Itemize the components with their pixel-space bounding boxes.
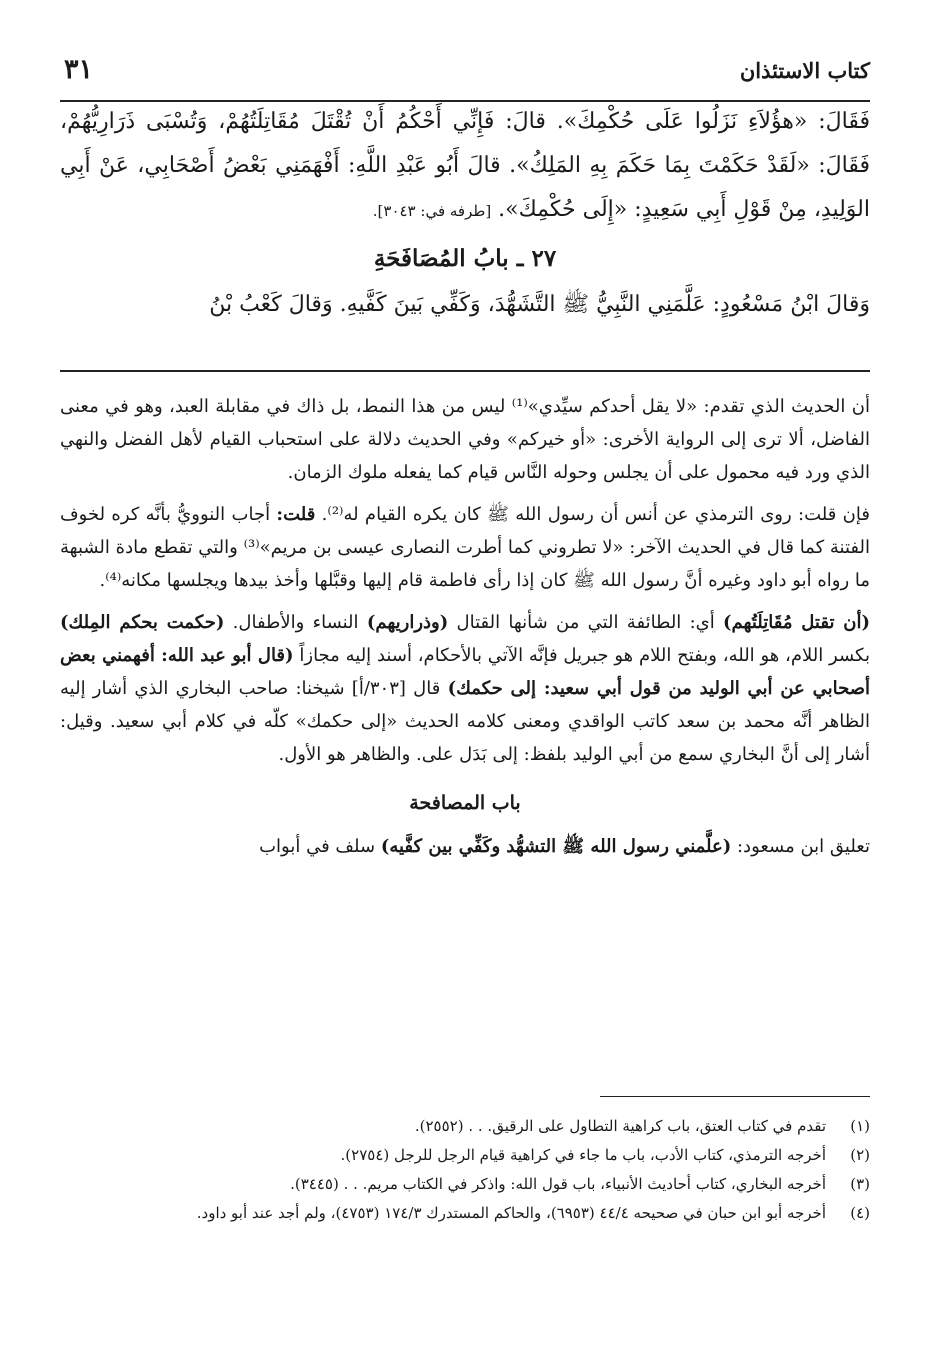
footnote-text: أخرجه الترمذي، كتاب الأدب، باب ما جاء في كراهية قيام الرجل للرجل (٢٧٥٤). bbox=[340, 1146, 826, 1164]
footnote-text: أخرجه أبو ابن حبان في صحيحه ٤٤/٤ (٦٩٥٣)، والحاكم المستدرك ١٧٤/٣ (٤٧٥٣)، ولم أجد عند أبو داود. bbox=[196, 1204, 826, 1222]
footnote bbox=[60, 1199, 870, 1228]
commentary-text: أي: الطائفة التي من شأنها القتال bbox=[456, 612, 715, 633]
footnote bbox=[60, 1112, 870, 1141]
footnote-number: (٤) bbox=[850, 1204, 870, 1222]
commentary-paragraph: أن الحديث الذي تقدم: «لا يقل أحدكم سيِّدي»⁽¹⁾ ليس من هذا النمط، بل ذاك في مقابلة العبد، وهو في معنى الفاضل، ألا ترى إلى الرواية الأخرى: «أو خيركم» وفي الحديث دلالة على استحباب القيام لأهل الفضل والنهي الذي ورد فيه محمول على أن يجلس وحوله النَّاس قيام كما يفعله ملوك الزمان. bbox=[60, 396, 870, 483]
quoted-phrase: (أن تقتل مُقَاتِلَتُهم) bbox=[723, 612, 870, 633]
footnote bbox=[60, 1141, 870, 1170]
commentary-divider bbox=[60, 370, 870, 372]
footnote-number: (٣) bbox=[850, 1175, 870, 1193]
quoted-phrase: (علَّمني رسول الله ﷺ التشهُّد وكَفِّي بين كفَّيه) bbox=[380, 836, 732, 857]
hadith-paragraph-text: فَقَالَ: «هؤُلاَءِ نَزَلُوا عَلَى حُكْمِكَ». قالَ: فَإِنِّي أَحْكُمُ أَنْ تُقْتَلَ مُقَاتِلَتُهُمْ، وَتُسْبَى ذَرَارِيُّهُمْ، فَقَالَ: «لَقَدْ حَكَمْتَ بِمَا حَكَمَ بِهِ المَلِكُ». قالَ أَبُو عَبْدِ اللَّهِ: أَفْهَمَنِي بَعْضُ أَصْحَابِي، عَنْ أَبِي الوَلِيدِ، مِنْ قَوْلِ أَبِي سَعِيدٍ: «إِلَى حُكْمِكَ». bbox=[60, 109, 870, 222]
quoted-phrase: (وذراريهم) bbox=[366, 612, 449, 633]
commentary-text: سلف في أبواب bbox=[259, 836, 376, 857]
commentary-text: قال [٣٠٣/أ] شيخنا: صاحب البخاري الذي أشار إليه الظاهر أنَّه محمد بن سعد كاتب الواقدي ومعنى كلامه الحديث «إلى حكمك» كلّه في كلام أبي سعيد. وقيل: أشار إلى أنَّ البخاري سمع من أبي الوليد بلفظ: إلى بَدَل على. والظاهر هو الأول. bbox=[60, 678, 870, 765]
page bbox=[60, 40, 870, 1340]
commentary-label: قلت: bbox=[276, 504, 316, 525]
chapter-heading: ٢٧ ـ بابُ المُصَافَحَةِ bbox=[373, 245, 557, 272]
footnote-number: (٢) bbox=[850, 1146, 870, 1164]
footnote bbox=[60, 1170, 870, 1199]
commentary-paragraph bbox=[60, 830, 870, 863]
running-title: كتاب الاستئذان bbox=[739, 58, 870, 83]
footnotes bbox=[60, 1112, 870, 1228]
commentary-text: النساء والأطفال. bbox=[232, 612, 359, 633]
commentary-heading: باب المصافحة bbox=[409, 792, 521, 814]
commentary-text: فإن قلت: روى الترمذي عن أنس أن رسول الله ﷺ كان يكره القيام له⁽²⁾. bbox=[321, 504, 870, 525]
hadith-paragraph-2: وَقالَ ابْنُ مَسْعُودٍ: عَلَّمَنِي النَّبِيُّ ﷺ التَّشَهُّدَ، وَكَفِّي بَينَ كَفَّيهِ. وَقالَ كَعْبُ بْنُ bbox=[209, 292, 870, 317]
page-header bbox=[60, 52, 870, 102]
commentary-text: تعليق ابن مسعود: bbox=[736, 836, 870, 857]
footnote-text: أخرجه البخاري، كتاب أحاديث الأنبياء، باب قول الله: واذكر في الكتاب مريم. . . (٣٤٤٥). bbox=[290, 1175, 826, 1193]
footnote-divider bbox=[600, 1096, 870, 1097]
footnote-text: تقدم في كتاب العتق، باب كراهية التطاول على الرقيق. . . (٢٥٥٢). bbox=[414, 1117, 826, 1135]
commentary-text: بكسر اللام، هو الله، وبفتح اللام هو جبريل فإنَّه الآتي بالأحكام، أسند إليه مجازاً bbox=[299, 645, 870, 666]
quoted-phrase: (قال أبو عبد الله: أفهمني بعض أصحابي عن أبي الوليد من قول أبي سعيد: إلى حكمك) bbox=[60, 645, 870, 699]
footnote-number: (١) bbox=[850, 1117, 870, 1135]
quoted-phrase: (حكمت بحكم المِلك) bbox=[60, 612, 225, 633]
hadith-text bbox=[60, 100, 870, 327]
commentary-text: أجاب النوويُّ بأنَّه كره لخوف الفتنة كما قال في الحديث الآخر: «لا تطروني كما أطرت النصارى عيسى بن مريم»⁽³⁾ والتي تقطع مادة الشبهة ما رواه أبو داود وغيره أنَّ رسول الله ﷺ كان إذا رأى فاطمة قام إليها وقبَّلها وأخذ بيدها ويجلسها مكانه⁽⁴⁾. bbox=[60, 504, 871, 591]
cross-reference: [طرفه في: ٣٠٤٣]. bbox=[372, 202, 492, 220]
commentary-paragraph bbox=[60, 498, 870, 597]
commentary-paragraph bbox=[60, 606, 870, 771]
page-number: ٣١ bbox=[64, 54, 94, 85]
hadith-paragraph bbox=[60, 100, 870, 233]
commentary bbox=[60, 390, 870, 872]
